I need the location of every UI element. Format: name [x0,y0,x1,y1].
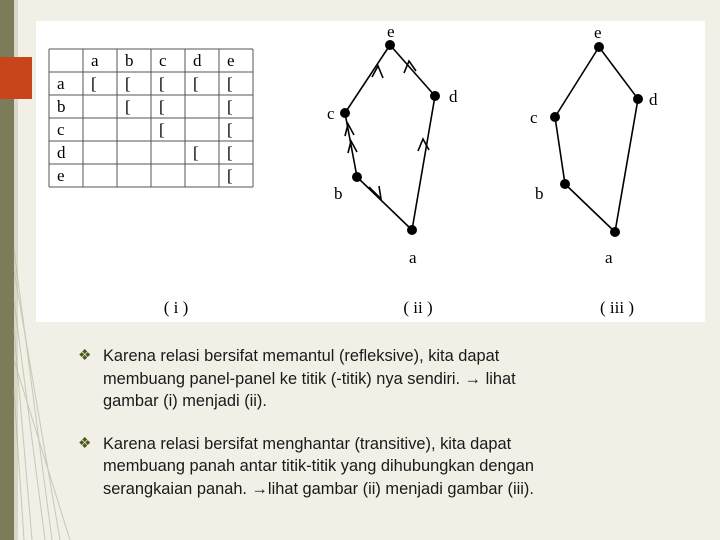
matrix-col-header: c [159,51,167,70]
matrix-col-header: d [193,51,202,70]
node-e [594,42,604,52]
matrix-cell-mark: [ [227,97,233,116]
node-b [352,172,362,182]
node-a [610,227,620,237]
bullet-item [78,345,636,413]
matrix-row-header: c [57,120,65,139]
relation-figure [36,21,705,322]
matrix-col-header: e [227,51,235,70]
matrix-cell-mark: [ [227,166,233,185]
graph-ii [345,45,435,230]
label-c: c [327,104,335,123]
graph-ii-nodes [340,40,440,235]
label-d: d [449,87,458,106]
node-b [560,179,570,189]
figure-panel [36,21,705,322]
label-e: e [387,22,395,41]
label-b: b [334,184,343,203]
arrow-mark [369,186,381,199]
matrix-col-header: a [91,51,99,70]
arrow-mark [372,66,383,78]
caption-iii: ( iii ) [600,298,634,317]
matrix-row-header: a [57,74,65,93]
matrix-cell-mark: [ [227,74,233,93]
label-c: c [530,108,538,127]
label-e: e [594,23,602,42]
node-d [633,94,643,104]
matrix-cell-mark: [ [227,143,233,162]
diamond-bullet-icon: ❖ [78,434,92,452]
relation-matrix [49,49,253,187]
matrix-row-header: d [57,143,66,162]
matrix-row-header: b [57,97,66,116]
label-a: a [605,248,613,267]
label-a: a [409,248,417,267]
matrix-col-header: b [125,51,134,70]
label-d: d [649,90,658,109]
graph-iii [555,47,638,232]
matrix-cell-mark: [ [91,74,97,93]
matrix-cell-mark: [ [159,74,165,93]
caption-i: ( i ) [163,298,189,317]
node-d [430,91,440,101]
node-c [550,112,560,122]
node-e [385,40,395,50]
matrix-cell-mark: [ [159,120,165,139]
node-c [340,108,350,118]
bullet-text: Karena relasi bersifat menghantar (transitive), kita dapat membuang panah antar titik-titik yang dihubungkan dengan serangkaian panah. →lihat gambar (ii) menjadi gambar (iii). [103,434,535,498]
matrix-cell-mark: [ [193,143,199,162]
matrix-cell-mark: [ [159,97,165,116]
matrix-cell-mark: [ [193,74,199,93]
matrix-cell-mark: [ [125,74,131,93]
graph-iii-nodes [550,42,643,237]
matrix-row-header: e [57,166,65,185]
diamond-bullet-icon: ❖ [78,347,92,364]
bullet-list [78,345,636,500]
label-b: b [535,184,544,203]
matrix-cell-mark: [ [125,97,131,116]
caption-ii: ( ii ) [403,298,433,317]
matrix-cell-mark: [ [227,120,233,139]
bullet-item [78,433,636,501]
node-a [407,225,417,235]
bullet-text: Karena relasi bersifat memantul (refleksive), kita dapat membuang panel-panel ke titik (-titik) nya sendiri. → lihat gambar (i) menjadi (ii). [103,347,516,410]
